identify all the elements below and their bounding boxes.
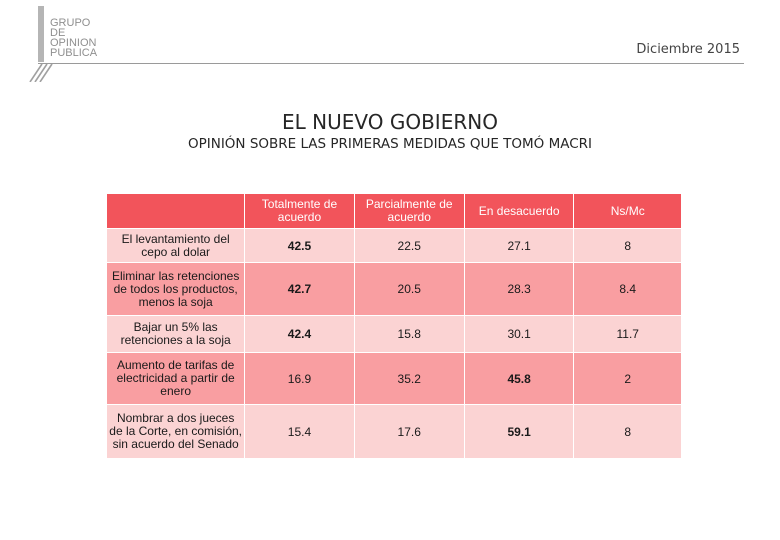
logo-line: DE bbox=[50, 27, 66, 39]
cell-value: 42.4 bbox=[245, 316, 354, 353]
row-label: Aumento de tarifas de electricidad a partir de enero bbox=[107, 353, 245, 405]
cell-value: 17.6 bbox=[354, 405, 464, 459]
page-title: EL NUEVO GOBIERNO bbox=[282, 110, 498, 134]
logo-text bbox=[50, 18, 97, 58]
cell-value: 8.4 bbox=[574, 263, 682, 316]
cell-value: 59.1 bbox=[464, 405, 574, 459]
logo-line: PUBLICA bbox=[50, 47, 98, 59]
header-cell-nsmc: Ns/Mc bbox=[574, 194, 682, 229]
table-row bbox=[107, 263, 682, 316]
logo-line: GRUPO bbox=[50, 17, 91, 29]
table-header-row bbox=[107, 194, 682, 229]
date-label: Diciembre 2015 bbox=[636, 42, 740, 57]
row-label: El levantamiento del cepo al dolar bbox=[107, 229, 245, 263]
row-label: Bajar un 5% las retenciones a la soja bbox=[107, 316, 245, 353]
cell-value: 42.5 bbox=[245, 229, 354, 263]
cell-value: 30.1 bbox=[464, 316, 574, 353]
cell-value: 2 bbox=[574, 353, 682, 405]
cell-value: 28.3 bbox=[464, 263, 574, 316]
header-cell-desacuerdo: En desacuerdo bbox=[464, 194, 574, 229]
cell-value: 16.9 bbox=[245, 353, 354, 405]
cell-value: 42.7 bbox=[245, 263, 354, 316]
cell-value: 22.5 bbox=[354, 229, 464, 263]
table-row bbox=[107, 229, 682, 263]
logo-line: OPINION bbox=[50, 37, 97, 49]
logo-bar bbox=[38, 6, 44, 62]
header-cell-parcialmente: Parcialmente de acuerdo bbox=[354, 194, 464, 229]
results-table bbox=[106, 193, 682, 459]
table-row bbox=[107, 353, 682, 405]
cell-value: 15.4 bbox=[245, 405, 354, 459]
cell-value: 45.8 bbox=[464, 353, 574, 405]
logo bbox=[22, 6, 122, 80]
cell-value: 20.5 bbox=[354, 263, 464, 316]
table-row bbox=[107, 405, 682, 459]
row-label: Nombrar a dos jueces de la Corte, en comisión, sin acuerdo del Senado bbox=[107, 405, 245, 459]
row-label: Eliminar las retenciones de todos los productos, menos la soja bbox=[107, 263, 245, 316]
cell-value: 27.1 bbox=[464, 229, 574, 263]
header-divider bbox=[38, 63, 744, 64]
cell-value: 35.2 bbox=[354, 353, 464, 405]
table-row bbox=[107, 316, 682, 353]
header-cell-totalmente: Totalmente de acuerdo bbox=[245, 194, 354, 229]
cell-value: 11.7 bbox=[574, 316, 682, 353]
cell-value: 8 bbox=[574, 229, 682, 263]
page-subtitle: OPINIÓN SOBRE LAS PRIMERAS MEDIDAS QUE TOMÓ MACRI bbox=[187, 136, 593, 152]
cell-value: 8 bbox=[574, 405, 682, 459]
logo-stripes-icon bbox=[28, 58, 54, 82]
header-cell-empty bbox=[107, 194, 245, 229]
cell-value: 15.8 bbox=[354, 316, 464, 353]
